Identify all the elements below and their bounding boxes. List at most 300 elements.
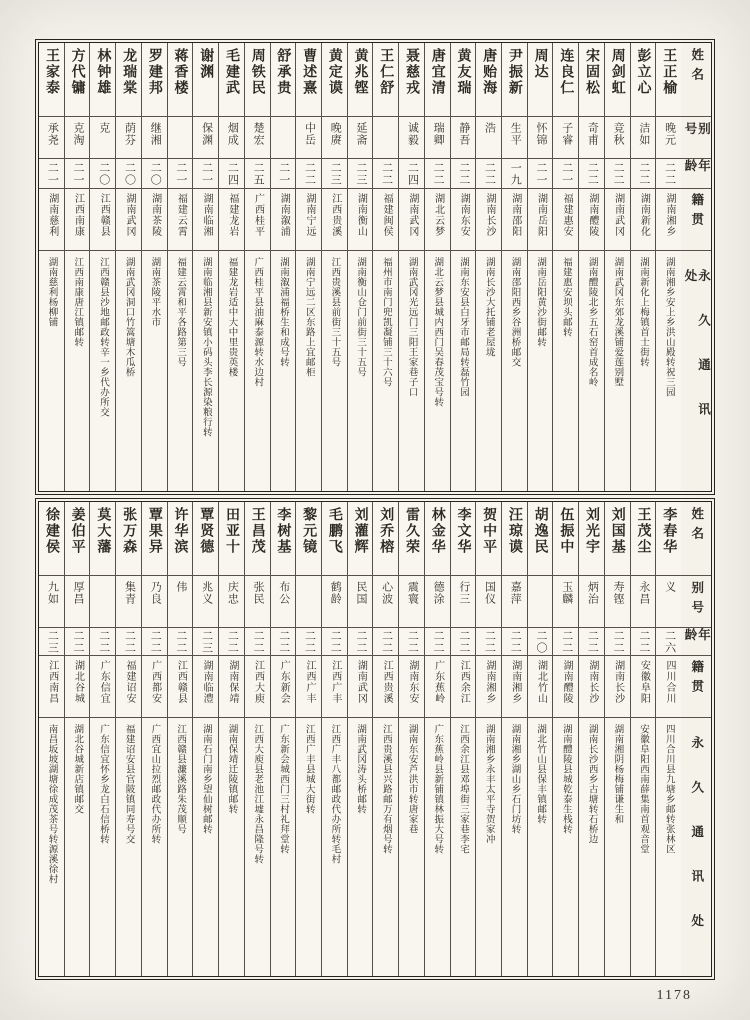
entry-native-cell [142, 656, 167, 718]
entry-name: 黎元镜 [301, 507, 317, 555]
entry-name-cell [168, 43, 193, 117]
entry-age: 二二 [432, 629, 445, 654]
entry-age: 二二 [354, 629, 367, 654]
entry-name: 宋固松 [584, 48, 600, 96]
entry-name: 尹振新 [506, 48, 522, 96]
entry-alias-cell [502, 576, 527, 628]
entry-address: 江西赣县濂溪路朱茂顺号 [175, 724, 186, 834]
entry-address: 湖南东安芦洪市转唐家巷 [406, 724, 417, 834]
entry-alias-cell [322, 117, 347, 159]
entry-native-cell [219, 656, 244, 718]
entry-name: 王仁舒 [378, 48, 394, 96]
entry-name-cell [271, 502, 296, 576]
entry-address-cell [502, 718, 527, 976]
entry-address-cell [322, 251, 347, 491]
entry-alias: 厚昌 [72, 581, 85, 605]
entry-native-cell [142, 189, 167, 251]
entry-name: 周铁民 [249, 48, 265, 96]
entry-address: 广西桂平县油麻泰源转水边村 [252, 257, 263, 387]
entry-native: 广东蕉岭 [432, 660, 444, 704]
entry-alias-cell [631, 117, 656, 159]
entry-column [578, 502, 604, 976]
entry-native-cell [373, 189, 398, 251]
entry-age: 二三 [200, 629, 213, 654]
entry-alias-cell [451, 117, 476, 159]
entry-address-cell [476, 718, 501, 976]
entry-address: 广东新会城西门三村礼拜堂转 [277, 724, 288, 854]
entry-name-cell [451, 502, 476, 576]
header-cell-address [681, 718, 711, 976]
entry-column [424, 43, 450, 491]
entry-age: 二二 [612, 161, 625, 186]
entry-address-cell [476, 251, 501, 491]
entry-native: 湖南临澧 [201, 660, 213, 704]
entry-name-cell [528, 43, 553, 117]
entry-name: 刘灌辉 [352, 507, 368, 555]
entry-address: 湖南武冈洞口竹篙塘木瓜桥 [123, 257, 134, 377]
entry-native-cell [476, 656, 501, 718]
entry-address-cell [116, 251, 141, 491]
entry-name-cell [631, 43, 656, 117]
entry-address-cell [451, 718, 476, 976]
entry-native: 福建云霄 [175, 193, 187, 237]
entry-alias-cell [65, 576, 90, 628]
entry-alias: 承尧 [46, 122, 59, 146]
entry-name-cell [553, 43, 578, 117]
entry-alias-cell [245, 576, 270, 628]
entry-age-cell [373, 628, 398, 656]
entry-address-cell [39, 251, 64, 491]
entry-age-cell [348, 159, 373, 189]
entry-name: 李树基 [275, 507, 291, 555]
entry-column [270, 502, 296, 976]
entry-age-cell [476, 628, 501, 656]
entry-name-cell [528, 502, 553, 576]
entry-native-cell [271, 656, 296, 718]
entry-age: 二〇 [534, 629, 547, 654]
entry-native: 湖南溆浦 [278, 193, 290, 237]
entry-age: 二一 [277, 161, 290, 186]
entry-name-cell [451, 43, 476, 117]
entry-age: 二三 [46, 629, 59, 654]
entry-native: 江西南康 [72, 193, 84, 237]
entry-alias: 奇甫 [586, 122, 599, 146]
entry-alias: 兆义 [200, 581, 213, 605]
entry-alias-cell [579, 576, 604, 628]
entry-address-cell [425, 251, 450, 491]
entry-name: 王正榆 [661, 48, 677, 96]
entry-column [578, 43, 604, 491]
entry-name: 贺中平 [481, 507, 497, 555]
entry-alias-cell [39, 117, 64, 159]
entry-name-cell [656, 502, 681, 576]
header-label-alias: 别号 [689, 581, 704, 620]
entry-column [64, 502, 90, 976]
entry-age-cell [39, 159, 64, 189]
entry-alias-cell [502, 117, 527, 159]
entry-age: 二二 [149, 629, 162, 654]
entry-age: 二三 [329, 161, 342, 186]
entry-name: 蒋香楼 [172, 48, 188, 96]
entry-age-cell [90, 159, 115, 189]
entry-native: 江西余江 [458, 660, 470, 704]
entry-column [295, 502, 321, 976]
header-cell-name [681, 43, 711, 117]
entry-native: 江西南昌 [46, 660, 58, 704]
entry-age-cell [399, 628, 424, 656]
entry-column [115, 502, 141, 976]
entry-address-cell [245, 251, 270, 491]
entry-native: 福建诏安 [123, 660, 135, 704]
entry-address-cell [322, 718, 347, 976]
entry-native-cell [296, 656, 321, 718]
entry-alias: 玉麟 [560, 581, 573, 605]
entry-address: 湖南石门南乡望仙树邮转 [200, 724, 211, 834]
entry-name-cell [296, 43, 321, 117]
entry-age: 二二 [509, 629, 522, 654]
entry-native-cell [605, 189, 630, 251]
entry-native-cell [631, 189, 656, 251]
entry-name: 黄兆铿 [352, 48, 368, 96]
entry-address: 江西赣县沙地邮政转辛一乡代办所交 [97, 257, 108, 417]
entry-native: 湖南茶陵 [149, 193, 161, 237]
entry-native-cell [322, 189, 347, 251]
entry-alias-cell [348, 117, 373, 159]
entry-name: 毛建武 [223, 48, 239, 96]
entry-name: 李文华 [455, 507, 471, 555]
entry-address: 福州市南门兜凯凝铺三十六号 [380, 257, 391, 387]
entry-column [270, 43, 296, 491]
entry-alias: 集青 [123, 581, 136, 605]
entry-alias-cell [425, 117, 450, 159]
entry-column [552, 502, 578, 976]
entry-address-cell [65, 718, 90, 976]
entry-alias-cell [142, 576, 167, 628]
entry-column [321, 502, 347, 976]
entry-column [167, 43, 193, 491]
entry-address: 安徽阜阳西南薛集南首观音堂 [638, 724, 649, 854]
entry-native-cell [425, 189, 450, 251]
entry-native: 湖南保靖 [226, 660, 238, 704]
entry-age: 二二 [483, 161, 496, 186]
entry-address-cell [502, 251, 527, 491]
entry-age: 二〇 [123, 161, 136, 186]
entry-address: 湖南慈利杨柳铺 [46, 257, 57, 327]
header-cell-name [681, 502, 711, 576]
entry-age: 二二 [380, 161, 393, 186]
entry-age-cell [476, 159, 501, 189]
entry-address-cell [528, 251, 553, 491]
entry-address-cell [656, 251, 681, 491]
page-content [38, 42, 712, 977]
entry-native-cell [245, 189, 270, 251]
entry-column [398, 43, 424, 491]
entry-age-cell [322, 628, 347, 656]
entry-age-cell [425, 628, 450, 656]
entry-address: 江西贵溪县前街三十五号 [329, 257, 340, 367]
entry-alias-cell [373, 576, 398, 628]
header-cell-alias [681, 576, 711, 628]
entry-native-cell [116, 656, 141, 718]
entry-name: 田亚十 [223, 507, 239, 555]
entry-age-cell [605, 159, 630, 189]
entry-name: 覃贤德 [198, 507, 214, 555]
entry-name-cell [348, 43, 373, 117]
entry-name: 王茂尘 [635, 507, 651, 555]
entry-column [141, 43, 167, 491]
entry-alias-cell [296, 117, 321, 159]
entry-name-cell [193, 43, 218, 117]
entry-address: 湖南临湘县新安镇小码头李长源染粮行转 [200, 257, 211, 437]
entry-address-cell [605, 718, 630, 976]
entry-column [347, 502, 373, 976]
entry-address-cell [193, 251, 218, 491]
entry-alias-cell [451, 576, 476, 628]
entry-alias-cell [90, 117, 115, 159]
entry-native: 湖南武冈 [123, 193, 135, 237]
entry-age: 二二 [612, 629, 625, 654]
entry-address-cell [553, 718, 578, 976]
entry-column [527, 43, 553, 491]
entry-native: 湖南湘乡 [484, 660, 495, 704]
entry-native: 湖北竹山 [535, 660, 547, 704]
header-label-age: 年龄 [683, 628, 711, 648]
entry-age: 二一 [72, 161, 85, 186]
entry-native-cell [476, 189, 501, 251]
entry-age: 二二 [406, 629, 419, 654]
entry-address-cell [605, 251, 630, 491]
entry-name-cell [116, 43, 141, 117]
entry-alias: 浩 [483, 122, 496, 134]
entry-column [501, 502, 527, 976]
entry-name: 王家泰 [43, 48, 59, 96]
entry-age-cell [90, 628, 115, 656]
entry-address: 广东信宜怀乡龙白石信桥转 [97, 724, 108, 844]
entry-age-cell [296, 628, 321, 656]
entry-alias-cell [605, 117, 630, 159]
entry-name-cell [502, 502, 527, 576]
entry-column [450, 502, 476, 976]
entry-alias: 楚宏 [252, 122, 265, 146]
entry-native-cell [39, 656, 64, 718]
entry-age-cell [116, 159, 141, 189]
entry-alias-cell [579, 117, 604, 159]
entry-name: 林金华 [429, 507, 445, 555]
entry-native-cell [579, 189, 604, 251]
entry-address: 湖南武冈东郊龙溪铺爱莲别墅 [612, 257, 623, 387]
entry-age-cell [168, 628, 193, 656]
entry-native-cell [168, 656, 193, 718]
entry-native-cell [65, 656, 90, 718]
entry-age: 二一 [534, 161, 547, 186]
entry-native-cell [553, 189, 578, 251]
entry-address: 江西南康唐江镇邮转 [72, 257, 83, 347]
entry-column [244, 43, 270, 491]
entry-alias: 晚赓 [329, 122, 342, 146]
entry-alias-cell [116, 576, 141, 628]
entry-column [450, 43, 476, 491]
entry-address-cell [451, 251, 476, 491]
entry-age-cell [502, 159, 527, 189]
entry-address: 江西贵溪县兴路邮万有烟号转 [380, 724, 391, 854]
header-label-name: 姓名 [689, 48, 704, 87]
entry-name: 刘光宇 [584, 507, 600, 555]
header-column-bottom [681, 502, 711, 976]
entry-name-cell [65, 43, 90, 117]
entry-alias-cell [399, 576, 424, 628]
entry-address: 湖南长沙西乡古塘转石桥边 [586, 724, 597, 844]
entry-native: 江西贵溪 [381, 660, 393, 704]
entry-name-cell [142, 43, 167, 117]
entry-age-cell [605, 628, 630, 656]
entry-age: 二一 [200, 161, 213, 186]
entry-address-cell [399, 718, 424, 976]
entry-alias: 烟成 [226, 122, 239, 146]
entry-address: 湖南武冈涛头桥邮转 [355, 724, 366, 814]
entry-name: 王昌茂 [249, 507, 265, 555]
entry-name-cell [631, 502, 656, 576]
entry-native: 湖北云梦 [432, 193, 444, 237]
entry-age: 二〇 [97, 161, 110, 186]
entry-alias: 庆忠 [226, 581, 239, 605]
entry-alias: 震寰 [406, 581, 419, 605]
entry-alias-cell [322, 576, 347, 628]
entry-name: 徐建侯 [43, 507, 59, 555]
entry-age: 二四 [406, 161, 419, 186]
header-label-address: 永久通讯处 [689, 736, 704, 959]
header-label-name: 姓名 [689, 507, 704, 546]
entry-column [372, 502, 398, 976]
entry-age: 二二 [97, 629, 110, 654]
entry-name: 周剑虹 [609, 48, 625, 96]
entry-column [218, 502, 244, 976]
entry-age: 二二 [72, 629, 85, 654]
entry-name: 连良仁 [558, 48, 574, 96]
entry-name-cell [116, 502, 141, 576]
entry-column [475, 502, 501, 976]
entry-native-cell [656, 656, 681, 718]
entry-native: 四川合川 [664, 660, 676, 704]
entry-alias-cell [476, 117, 501, 159]
entry-age: 二二 [252, 629, 265, 654]
entry-age-cell [142, 628, 167, 656]
header-cell-address [681, 251, 711, 491]
entry-column [347, 43, 373, 491]
entry-alias-cell [168, 117, 193, 159]
entry-age-cell [322, 159, 347, 189]
entry-alias-cell [142, 117, 167, 159]
entry-name: 刘乔榕 [378, 507, 394, 555]
entry-age: 二〇 [149, 161, 162, 186]
entry-native-cell [656, 189, 681, 251]
entry-age-cell [528, 628, 553, 656]
entry-alias: 克淘 [72, 122, 85, 146]
entry-address-cell [528, 718, 553, 976]
entry-native: 湖南武冈 [406, 193, 418, 237]
entry-column [372, 43, 398, 491]
entry-native-cell [425, 656, 450, 718]
entry-address: 江西大庾县老池江墟永昌隆号转 [252, 724, 263, 864]
entry-name: 黄友瑞 [455, 48, 471, 96]
entry-alias-cell [373, 117, 398, 159]
entry-age-cell [219, 159, 244, 189]
entry-alias: 德涂 [432, 581, 445, 605]
entry-alias-cell [193, 117, 218, 159]
entry-native-cell [502, 656, 527, 718]
header-label-address: 永久通讯处 [683, 269, 711, 447]
entry-age: 二二 [560, 629, 573, 654]
entry-address: 湖南东安县白牙市邮局转磊竹园 [458, 257, 469, 397]
entry-alias-cell [39, 576, 64, 628]
entry-alias: 国仪 [483, 581, 496, 605]
entry-address: 湖南衡山仓门前街三十五号 [355, 257, 366, 377]
entry-name-cell [605, 43, 630, 117]
entry-native: 湖南东安 [406, 660, 418, 704]
entry-age-cell [373, 159, 398, 189]
entry-name-cell [373, 502, 398, 576]
entry-native: 福建闽侯 [381, 193, 393, 237]
entry-alias: 荫芬 [123, 122, 136, 146]
entry-address-cell [348, 251, 373, 491]
entry-native-cell [502, 189, 527, 251]
entry-alias-cell [245, 117, 270, 159]
entry-alias: 延斋 [354, 122, 367, 146]
entry-age: 二二 [457, 161, 470, 186]
entry-age: 二二 [432, 161, 445, 186]
entry-address: 湖南武冈光远门三阳王家巷子口 [406, 257, 417, 397]
entry-age-cell [271, 159, 296, 189]
entry-name: 许华滨 [172, 507, 188, 555]
entry-address-cell [168, 251, 193, 491]
entry-name: 雷久荣 [404, 507, 419, 555]
entry-age-cell [142, 159, 167, 189]
entry-native: 湖南新化 [638, 193, 650, 237]
entry-name: 刘国基 [609, 507, 625, 555]
entry-column [398, 502, 424, 976]
entry-column [192, 502, 218, 976]
entry-age-cell [348, 628, 373, 656]
entry-column [630, 502, 656, 976]
entry-age: 一九 [509, 161, 522, 186]
entry-alias-cell [553, 576, 578, 628]
entry-address-cell [142, 251, 167, 491]
entry-alias: 民国 [354, 581, 367, 605]
entry-native-cell [322, 656, 347, 718]
entry-name: 唐贻海 [481, 48, 497, 96]
entry-native: 湖南湘乡 [664, 193, 676, 237]
entry-address-cell [219, 718, 244, 976]
entry-alias: 伟 [174, 581, 187, 593]
header-cell-native [681, 189, 711, 251]
entry-name-cell [90, 43, 115, 117]
entry-native: 湖南长沙 [612, 660, 624, 704]
entry-address: 湖南湘乡湖山乡石门坊转 [509, 724, 520, 834]
entry-name-cell [39, 502, 64, 576]
entry-name-cell [271, 43, 296, 117]
entry-native-cell [65, 189, 90, 251]
entry-alias-cell [631, 576, 656, 628]
entry-address: 福建云霄和平各路第三号 [175, 257, 186, 367]
entry-name: 龙瑞棠 [121, 48, 137, 96]
entry-alias: 永昌 [637, 581, 650, 605]
entry-address: 福建龙岩适中大中里贵英楼 [226, 257, 237, 377]
entry-name-cell [425, 43, 450, 117]
entry-native-cell [39, 189, 64, 251]
entry-alias: 嘉萍 [509, 581, 522, 605]
entry-native: 江西广丰 [329, 660, 341, 704]
entry-alias-cell [553, 117, 578, 159]
header-cell-alias [681, 117, 711, 159]
